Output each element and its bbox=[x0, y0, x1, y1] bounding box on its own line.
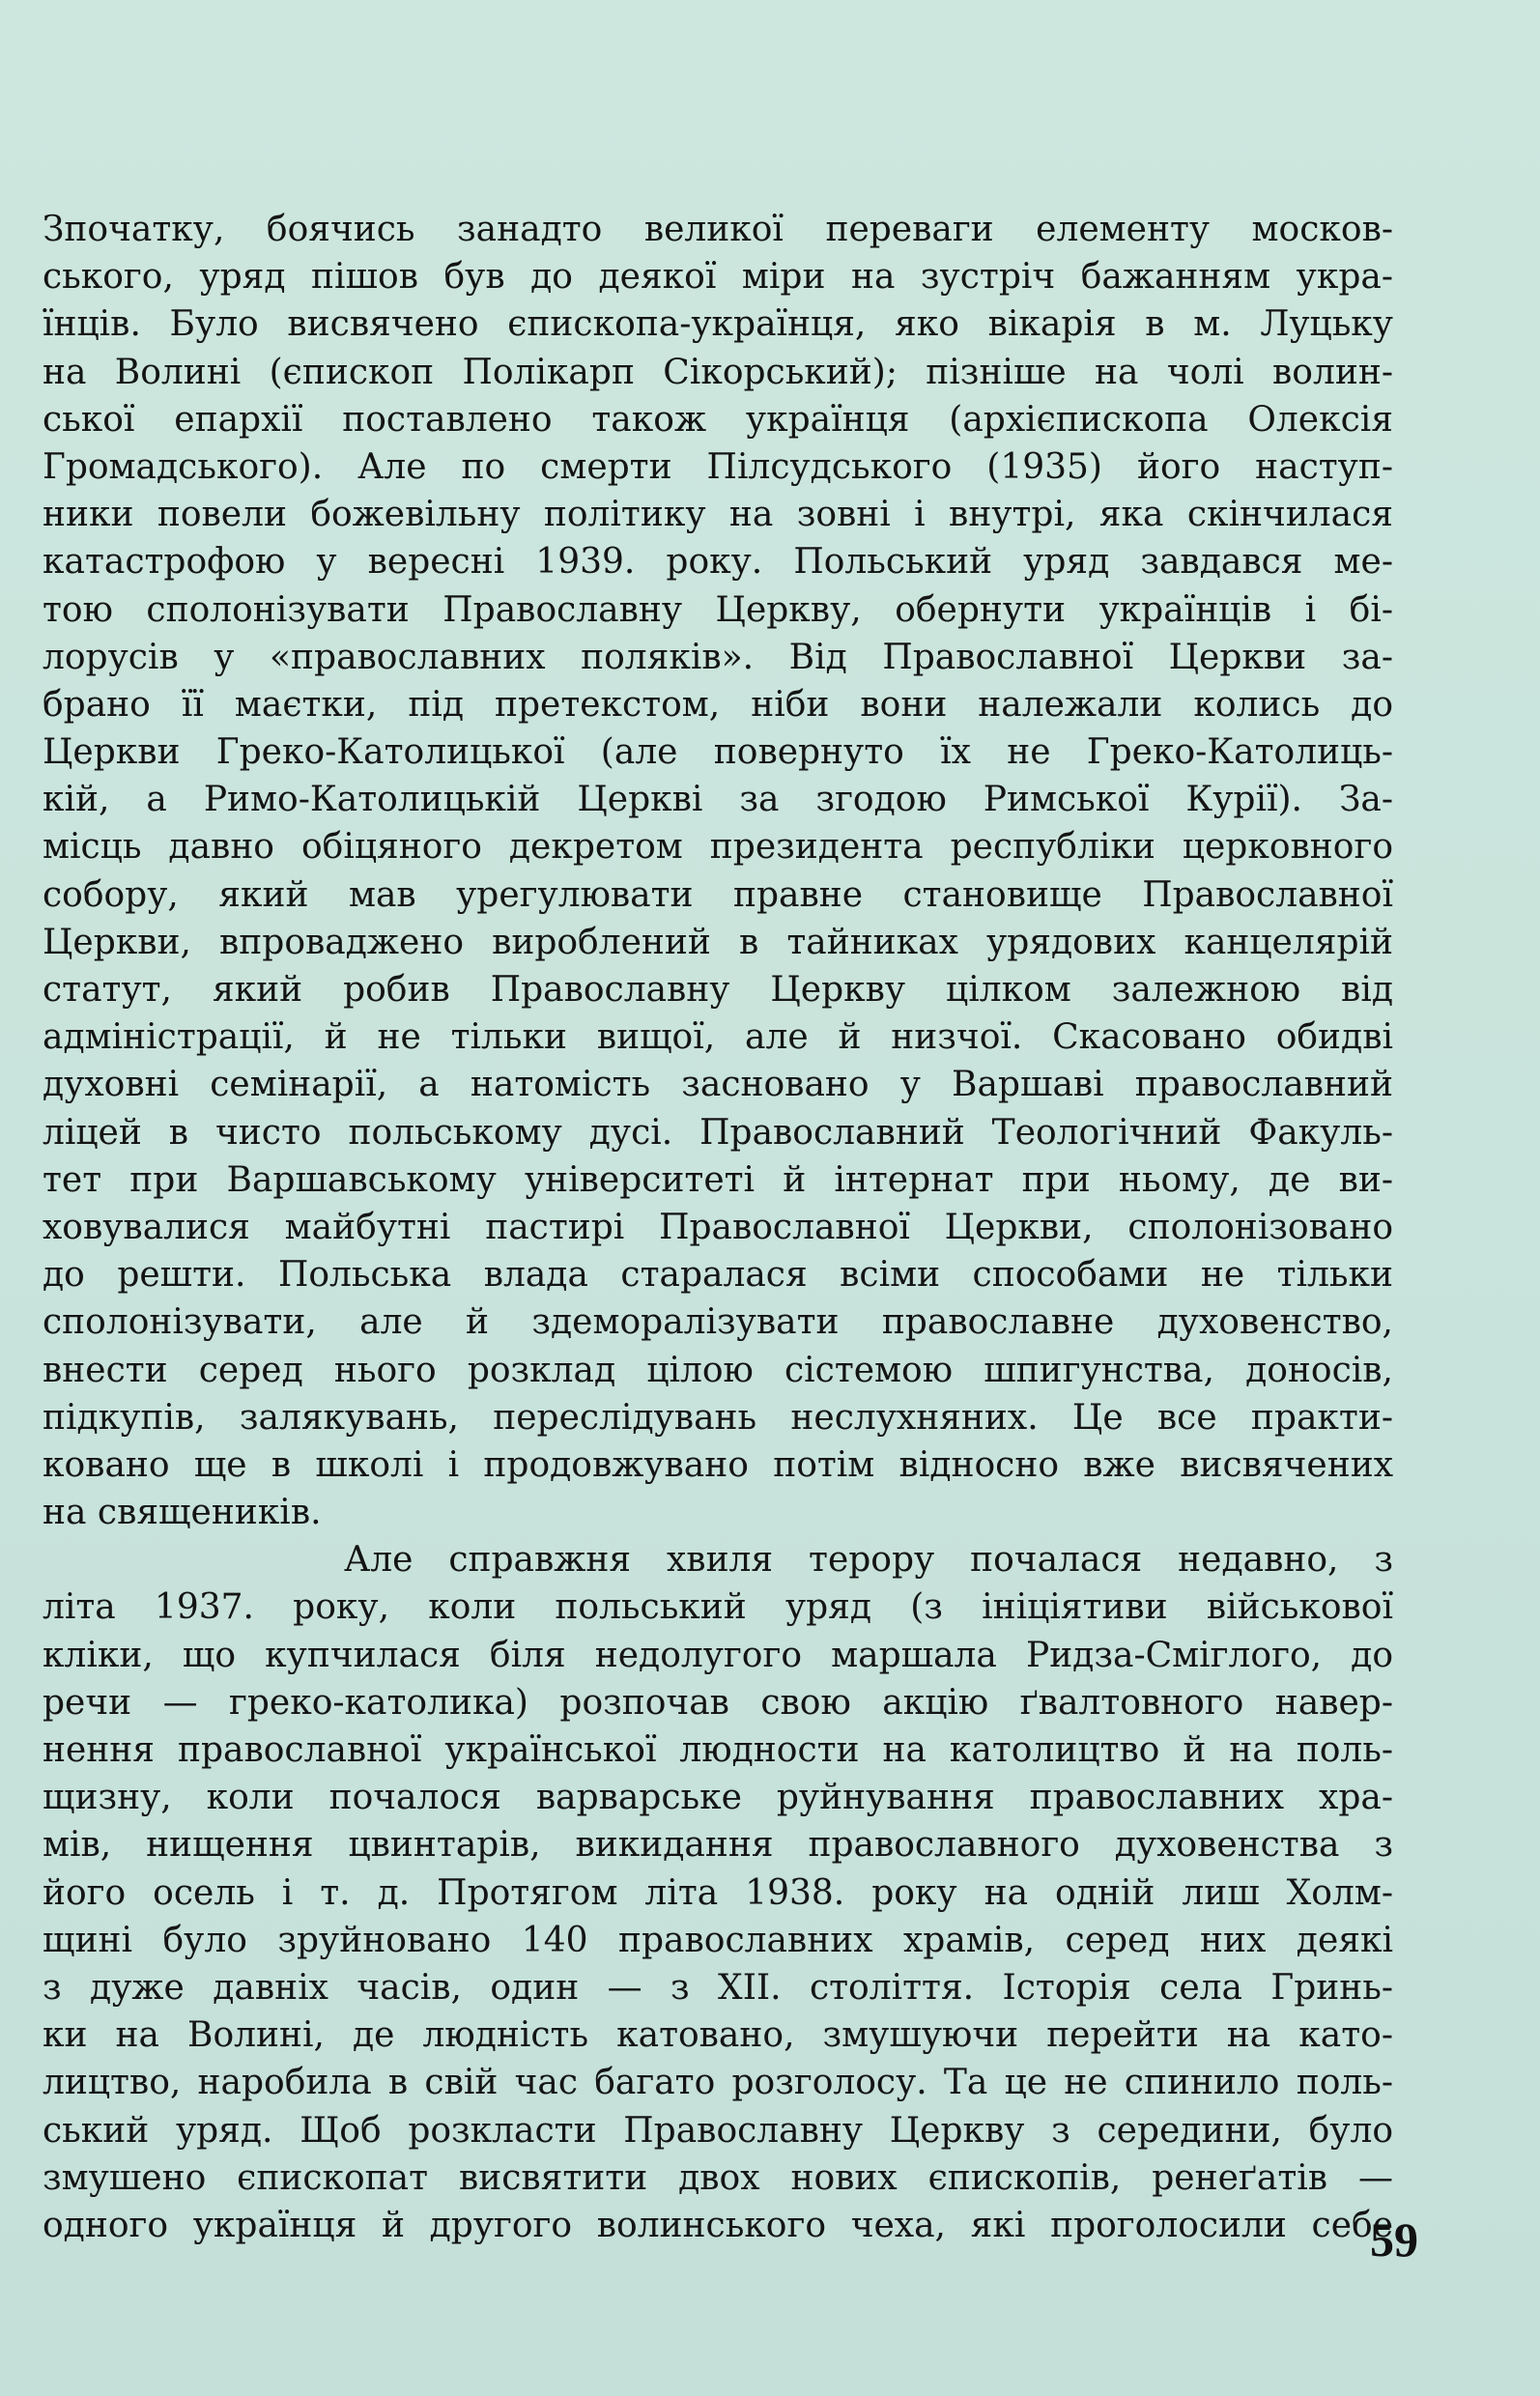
text-line: його осель і т. д. Протягом літа 1938. року на одній лиш Холм- bbox=[43, 1872, 1393, 1913]
text-line: внести серед нього розклад цілою сістемою шпигунства, доносів, bbox=[43, 1350, 1393, 1390]
text-line: ської епархії поставлено також українця (архієпископа Олексія bbox=[43, 399, 1393, 440]
text-line: кій, а Римо-Католицькій Церкві за згодою Римської Курії). За- bbox=[43, 780, 1393, 820]
text-line: Зпочатку, боячись занадто великої переваги елементу москов- bbox=[43, 210, 1393, 249]
text-line: ники повели божевільну політику на зовні і внутрі, яка скінчилася bbox=[43, 495, 1393, 535]
text-line: катастрофою у вересні 1939. року. Польський уряд завдався ме- bbox=[43, 542, 1393, 583]
text-line: кліки, що купчилася біля недолугого маршала Ридза-Сміглого, до bbox=[43, 1635, 1393, 1675]
text-line: на Волині (єпископ Полікарп Сікорський); пізніше на чолі волин- bbox=[43, 352, 1393, 392]
text-line: підкупів, залякувань, переслідувань неслухняних. Це все практи- bbox=[43, 1397, 1393, 1438]
text-line: Церкви, впроваджено вироблений в тайниках урядових канцелярій bbox=[43, 922, 1393, 962]
text-line: місць давно обіцяного декретом президента республіки церковного bbox=[43, 827, 1393, 868]
text-line: собору, який мав урегулювати правне становище Православної bbox=[43, 874, 1393, 915]
text-line: статут, який робив Православну Церкву цілком залежною від bbox=[43, 970, 1393, 1010]
text-line: ковано ще в школі і продовжувано потім відносно вже висвячених bbox=[43, 1444, 1393, 1485]
text-line: їнців. Було висвячено єпископа-українця, яко вікарія в м. Луцьку bbox=[43, 304, 1393, 345]
text-line: Але справжня хвиля терору почалася недавно, з bbox=[344, 1540, 1393, 1581]
body-text bbox=[43, 206, 1393, 2249]
text-line: нення православної української людности на католицтво й на поль- bbox=[43, 1730, 1393, 1770]
text-line: тою сполонізувати Православну Церкву, обернути українців і бі- bbox=[43, 589, 1393, 630]
text-line: Громадського). Але по смерти Пілсудського (1935) його наступ- bbox=[43, 446, 1393, 487]
text-line: Церкви Греко-Католицької (але повернуто їх не Греко-Католиць- bbox=[43, 732, 1393, 773]
text-line: з дуже давніх часів, один — з XII. століття. Історія села Гринь- bbox=[43, 1967, 1393, 2008]
text-line: щизну, коли почалося варварське руйнування православних хра- bbox=[43, 1778, 1393, 1818]
text-line: речи — греко-католика) розпочав свою акцію ґвалтовного навер- bbox=[43, 1682, 1393, 1723]
text-line: ський уряд. Щоб розкласти Православну Церкву з середини, було bbox=[43, 2110, 1393, 2151]
text-line: мів, нищення цвинтарів, викидання православного духовенства з bbox=[43, 1825, 1393, 1866]
text-line: ховувалися майбутні пастирі Православної Церкви, сполонізовано bbox=[43, 1207, 1393, 1247]
text-line: на священиків. bbox=[43, 1493, 322, 1533]
text-line: ки на Волині, де людність катовано, змушуючи перейти на като- bbox=[43, 2015, 1393, 2056]
text-line: до решти. Польська влада старалася всіми способами не тільки bbox=[43, 1255, 1393, 1296]
text-line: одного українця й другого волинського чеха, які проголосили себе bbox=[43, 2205, 1393, 2245]
text-line: брано її маєтки, під претекстом, ніби вони належали колись до bbox=[43, 684, 1393, 725]
text-line: лорусів у «православних поляків». Від Православної Церкви за- bbox=[43, 637, 1393, 677]
text-line: лицтво, наробила в свій час багато розголосу. Та це не спинило поль- bbox=[43, 2063, 1393, 2103]
page-number: 59 bbox=[1370, 2212, 1418, 2267]
text-line: тет при Варшавському університеті й інтернат при ньому, де ви- bbox=[43, 1159, 1393, 1200]
text-line: літа 1937. року, коли польський уряд (з ініціятиви військової bbox=[43, 1587, 1393, 1628]
text-line: змушено єпископат висвятити двох нових єпископів, ренеґатів — bbox=[43, 2157, 1393, 2198]
text-line: щині було зруйновано 140 православних храмів, серед них деякі bbox=[43, 1920, 1393, 1960]
text-line: адміністрації, й не тільки вищої, але й низчої. Скасовано обидві bbox=[43, 1017, 1393, 1058]
text-line: ського, уряд пішов був до деякої міри на зустріч бажанням укра- bbox=[43, 257, 1393, 298]
text-line: ліцей в чисто польському дусі. Православний Теологічний Факуль- bbox=[43, 1112, 1393, 1153]
text-line: духовні семінарії, а натомість засновано у Варшаві православний bbox=[43, 1065, 1393, 1105]
text-line: сполонізувати, але й здеморалізувати православне духовенство, bbox=[43, 1302, 1393, 1343]
